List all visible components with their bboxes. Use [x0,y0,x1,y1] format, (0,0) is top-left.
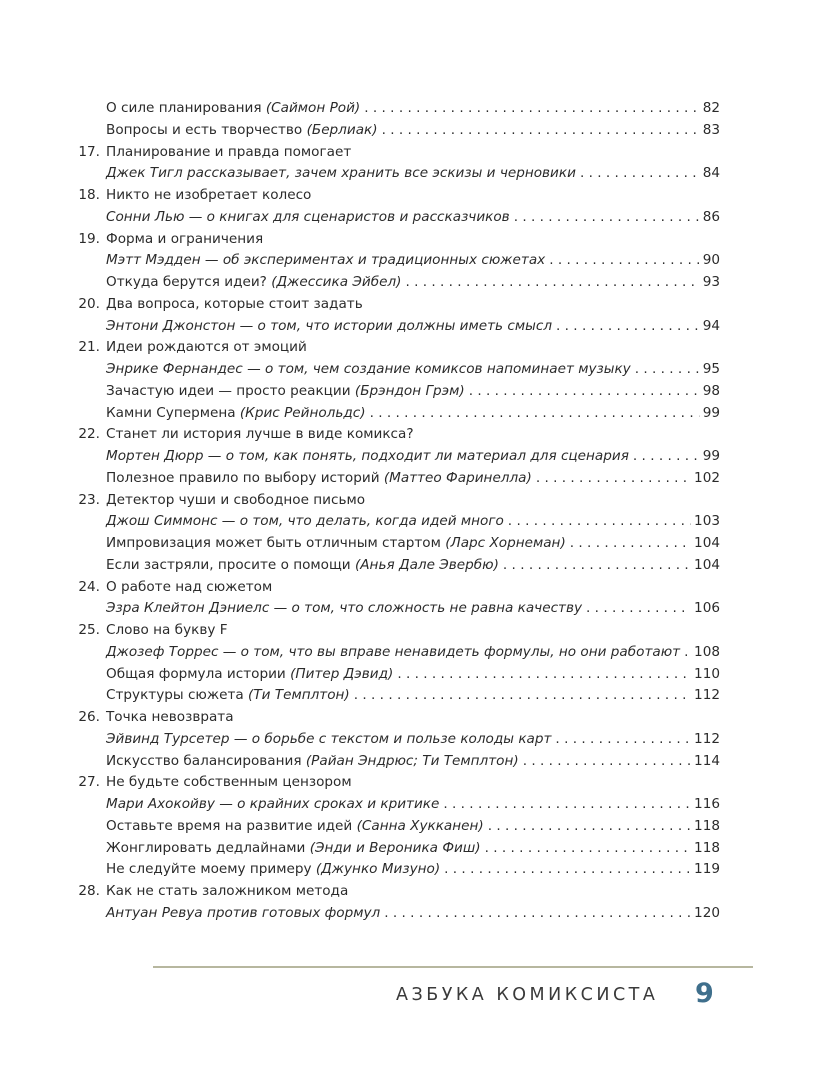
toc-entry-author: Мортен Дюрр — о том, как понять, подходит ли материал для сценария [106,448,629,464]
toc-entry-title [106,294,363,316]
toc-entry [75,555,720,577]
toc-entry-author: Энрике Фернандес — о том, чем создание комиксов напоминает музыку [106,361,631,377]
dot-leader [635,359,700,381]
toc-entry-body [106,381,720,403]
toc-chapter-heading [75,577,720,599]
dot-leader [556,316,700,338]
toc-entry-author: (Крис Рейнольдс) [239,404,366,421]
toc-entry-body [106,272,720,294]
toc-entry-title [106,533,566,555]
toc-entry-body [106,794,720,816]
toc-entry-body [106,490,720,512]
toc-entry-title [106,403,366,425]
toc-entry-text: Жонглировать дедлайнами [106,839,310,856]
toc-entry-author: (Питер Дэвид) [290,665,394,682]
toc-entry-title [106,685,350,707]
toc-entry-title [106,250,545,272]
toc-entry-author: Энтони Джонстон — о том, что истории должны иметь смысл [106,317,553,334]
toc-entry-text: Структуры сюжета [106,687,249,704]
toc-entry-body [106,751,720,773]
toc-entry-author: Антуан Ревуа против готовых формул [106,904,381,921]
toc-entry-title [106,707,234,729]
dot-leader [536,468,691,490]
dot-leader [370,403,700,425]
toc-entry-text: Вопросы и есть творчество [106,121,307,138]
toc-page-number: 118 [694,839,720,856]
toc-entry-text: О работе над сюжетом [106,578,273,595]
toc-entry-text: Зачастую идеи — просто реакции [106,382,355,399]
toc-entry-title [106,424,414,446]
toc-page-number: 95 [702,361,720,377]
toc-page-number: 99 [702,448,720,464]
toc-entry-body [106,620,720,642]
toc-entry-author: (Брэндон Грэм) [354,382,465,399]
chapter-number: 26. [78,709,100,725]
toc-entry-title [106,577,272,599]
dot-leader [514,207,700,229]
toc-entry-title [106,751,519,773]
toc-entry-text: Камни Супермена [106,404,240,421]
toc-entry-title [106,490,365,512]
chapter-number: 19. [78,230,100,247]
dot-leader [443,794,691,816]
chapter-number: 28. [78,883,100,899]
toc-chapter-heading [75,772,720,794]
toc-entry-body [106,685,720,707]
toc-entry-body [106,120,720,142]
toc-page-number: 110 [694,665,720,682]
toc-entry-author: (Джунко Мизуно) [315,861,441,878]
toc-chapter-heading [75,707,720,729]
toc-entry-title [106,359,631,381]
dot-leader [523,751,691,773]
toc-entry-text: Общая формула истории [106,665,291,682]
toc-entry-body [106,577,720,599]
toc-entry-body [106,294,720,316]
toc-chapter-heading [75,424,720,446]
toc-entry-title [106,229,263,251]
toc-entry [75,381,720,403]
toc-entry [75,207,720,229]
toc-entry [75,272,720,294]
dot-leader [485,838,691,860]
toc-page-number: 103 [694,513,720,530]
toc-page-number: 119 [694,861,720,878]
chapter-number: 21. [78,339,100,356]
toc-chapter-heading [75,337,720,359]
toc-entry-author: (Берлиак) [306,121,378,138]
toc-entry-author: (Ларс Хорнеман) [445,535,566,551]
toc-entry [75,316,720,338]
toc-entry-body [106,424,720,446]
toc-entry-text: О силе планирования [106,100,266,116]
toc-entry-title [106,903,380,925]
toc-entry-body [106,707,720,729]
toc-page-number: 94 [702,317,720,334]
toc-entry-title [106,620,228,642]
toc-entry [75,794,720,816]
toc-entry [75,751,720,773]
toc-entry-title [106,207,510,229]
toc-entry-title [106,316,552,338]
toc-entry-body [106,316,720,338]
chapter-number: 25. [78,622,100,638]
chapter-number: 27. [78,774,100,791]
toc-chapter-heading [75,142,720,164]
dot-leader [570,533,691,555]
toc-entry-text: Искусство балансирования [106,752,306,769]
toc-entry-author: (Саймон Рой) [265,100,361,116]
toc-page-number: 104 [694,556,720,573]
toc-entry [75,359,720,381]
toc-entry-text: Оставьте время на развитие идей [106,817,357,834]
toc-entry-body [106,903,720,925]
toc-entry-title [106,120,378,142]
toc-entry-author: (Энди и Вероника Фиш) [309,839,481,856]
toc-entry-body [106,185,720,207]
toc-entry-body [106,142,720,164]
toc-entry [75,859,720,881]
toc-entry-title [106,98,360,120]
toc-entry-text: Идеи рождаются от эмоций [106,339,307,356]
toc-chapter-heading [75,294,720,316]
toc-entry [75,446,720,468]
toc-entry-body [106,598,720,620]
dot-leader [364,98,699,120]
toc-entry-body [106,250,720,272]
toc-page-number: 84 [702,165,720,182]
toc-entry [75,403,720,425]
toc-page-number: 112 [694,730,720,747]
toc-entry [75,468,720,490]
toc-entry-author: (Санна Хукканен) [356,817,484,834]
toc-entry [75,120,720,142]
toc-entry [75,816,720,838]
toc-entry-body [106,359,720,381]
page-number: 9 [695,978,714,1009]
chapter-number: 17. [78,143,100,160]
toc-entry-text: Никто не изобретает колесо [106,187,312,203]
toc-entry-text: Если застряли, просите о помощи [106,556,355,573]
toc-entry-body [106,229,720,251]
toc-entry-body [106,816,720,838]
toc-entry-author: Джозеф Торрес — о том, что вы вправе ненавидеть формулы, но они работают [106,643,681,660]
toc-entry [75,250,720,272]
toc-entry-title [106,511,504,533]
toc-entry-author: (Райан Эндрюс; Ти Темплтон) [305,752,519,769]
toc-page-number: 86 [702,208,720,225]
toc-page-number: 93 [702,274,720,290]
toc-entry [75,511,720,533]
toc-entry-title [106,794,439,816]
toc-entry-text: Откуда берутся идеи? [106,274,272,290]
toc-entry-text: Как не стать заложником метода [106,883,349,899]
toc-entry-title [106,185,311,207]
dot-leader [384,903,691,925]
dot-leader [469,381,700,403]
toc-entry-body [106,511,720,533]
toc-entry-text: Не следуйте моему примеру [106,861,316,878]
toc-entry-title [106,642,680,664]
dot-leader [586,598,691,620]
toc-page-number: 83 [702,121,720,138]
dot-leader [684,642,691,664]
table-of-contents [75,98,720,925]
toc-chapter-heading [75,229,720,251]
chapter-number: 20. [78,295,100,312]
toc-chapter-heading [75,881,720,903]
chapter-number: 24. [78,578,100,595]
toc-entry-body [106,642,720,664]
toc-entry-body [106,98,720,120]
toc-entry-body [106,772,720,794]
toc-entry-author: Эйвинд Турсетер — о борьбе с текстом и пользе колоды карт [106,730,552,747]
toc-entry-title [106,555,499,577]
toc-entry-title [106,468,532,490]
toc-entry-body [106,163,720,185]
toc-entry-title [106,381,465,403]
toc-entry-body [106,729,720,751]
toc-chapter-heading [75,620,720,642]
toc-entry-text: Точка невозврата [106,709,234,725]
dot-leader [508,511,691,533]
toc-entry-text: Два вопроса, которые стоит задать [106,295,363,312]
toc-entry-author: (Анья Дале Эвербю) [354,556,499,573]
toc-chapter-heading [75,185,720,207]
dot-leader [444,859,691,881]
toc-page-number: 104 [694,535,720,551]
toc-entry-text: Не будьте собственным цензором [106,774,352,791]
toc-entry [75,642,720,664]
dot-leader [397,664,691,686]
toc-entry-text: Станет ли история лучше в виде комикса? [106,426,414,443]
dot-leader [488,816,691,838]
toc-entry-title [106,446,629,468]
toc-entry [75,98,720,120]
toc-entry-body [106,881,720,903]
toc-entry-title [106,772,352,794]
chapter-number: 22. [78,426,100,443]
toc-entry-author: (Ти Темплтон) [248,687,350,704]
toc-entry-body [106,533,720,555]
dot-leader [633,446,700,468]
toc-entry-title [106,142,351,164]
toc-entry-title [106,881,348,903]
toc-page-number: 99 [702,404,720,421]
toc-entry-title [106,816,484,838]
toc-entry-body [106,859,720,881]
toc-entry-author: (Джессика Эйбел) [271,274,402,290]
toc-entry [75,533,720,555]
toc-entry-body [106,337,720,359]
toc-page-number: 114 [694,752,720,769]
toc-page-number: 90 [702,252,720,269]
toc-entry-title [106,163,576,185]
toc-entry-text: Слово на букву F [106,622,228,638]
toc-entry-author: (Маттео Фаринелла) [383,469,532,486]
dot-leader [354,685,691,707]
toc-entry-text: Импровизация может быть отличным стартом [106,535,446,551]
toc-entry-title [106,272,401,294]
toc-entry-title [106,598,582,620]
toc-entry [75,664,720,686]
toc-entry-body [106,555,720,577]
toc-page-number: 98 [702,382,720,399]
dot-leader [549,250,699,272]
toc-page-number: 120 [694,904,720,921]
toc-entry-body [106,664,720,686]
toc-entry-text: Планирование и правда помогает [106,143,352,160]
toc-entry [75,903,720,925]
toc-entry-author: Эзра Клейтон Дэниелс — о том, что сложность не равна качеству [106,600,583,617]
toc-page-number: 106 [694,600,720,617]
dot-leader [405,272,699,294]
toc-entry [75,685,720,707]
toc-entry-author: Джек Тигл рассказывает, зачем хранить все эскизы и черновики [106,165,576,182]
toc-page-number: 118 [694,817,720,834]
toc-entry-title [106,838,481,860]
chapter-number: 18. [78,187,100,203]
toc-entry-body [106,838,720,860]
toc-entry-body [106,468,720,490]
toc-entry-title [106,729,551,751]
toc-entry-text: Полезное правило по выбору историй [106,469,384,486]
toc-entry-body [106,403,720,425]
toc-page-number: 102 [694,469,720,486]
toc-entry [75,729,720,751]
toc-entry-text: Форма и ограничения [106,230,264,247]
footer-rule [153,966,753,968]
toc-entry-author: Джош Симмонс — о том, что делать, когда идей много [106,513,504,530]
toc-entry [75,598,720,620]
toc-entry-body [106,207,720,229]
dot-leader [555,729,691,751]
toc-page-number: 116 [694,796,720,812]
dot-leader [503,555,691,577]
toc-page-number: 108 [694,643,720,660]
toc-entry-body [106,446,720,468]
toc-entry [75,838,720,860]
chapter-number: 23. [78,491,100,508]
toc-entry-author: Мэтт Мэдден — об экспериментах и традиционных сюжетах [106,252,546,269]
toc-page-number: 82 [702,100,720,116]
dot-leader [382,120,700,142]
toc-entry-author: Мари Ахокойву — о крайних сроках и критике [106,796,440,812]
dot-leader [580,163,700,185]
toc-entry-author: Сонни Лью — о книгах для сценаристов и рассказчиков [106,208,510,225]
toc-chapter-heading [75,490,720,512]
toc-entry-text: Детектор чуши и свободное письмо [106,491,366,508]
toc-entry-title [106,337,307,359]
toc-entry-title [106,664,393,686]
toc-entry [75,163,720,185]
toc-page-number: 112 [694,687,720,704]
toc-entry-title [106,859,440,881]
running-title: АЗБУКА КОМИКСИСТА [396,985,659,1005]
